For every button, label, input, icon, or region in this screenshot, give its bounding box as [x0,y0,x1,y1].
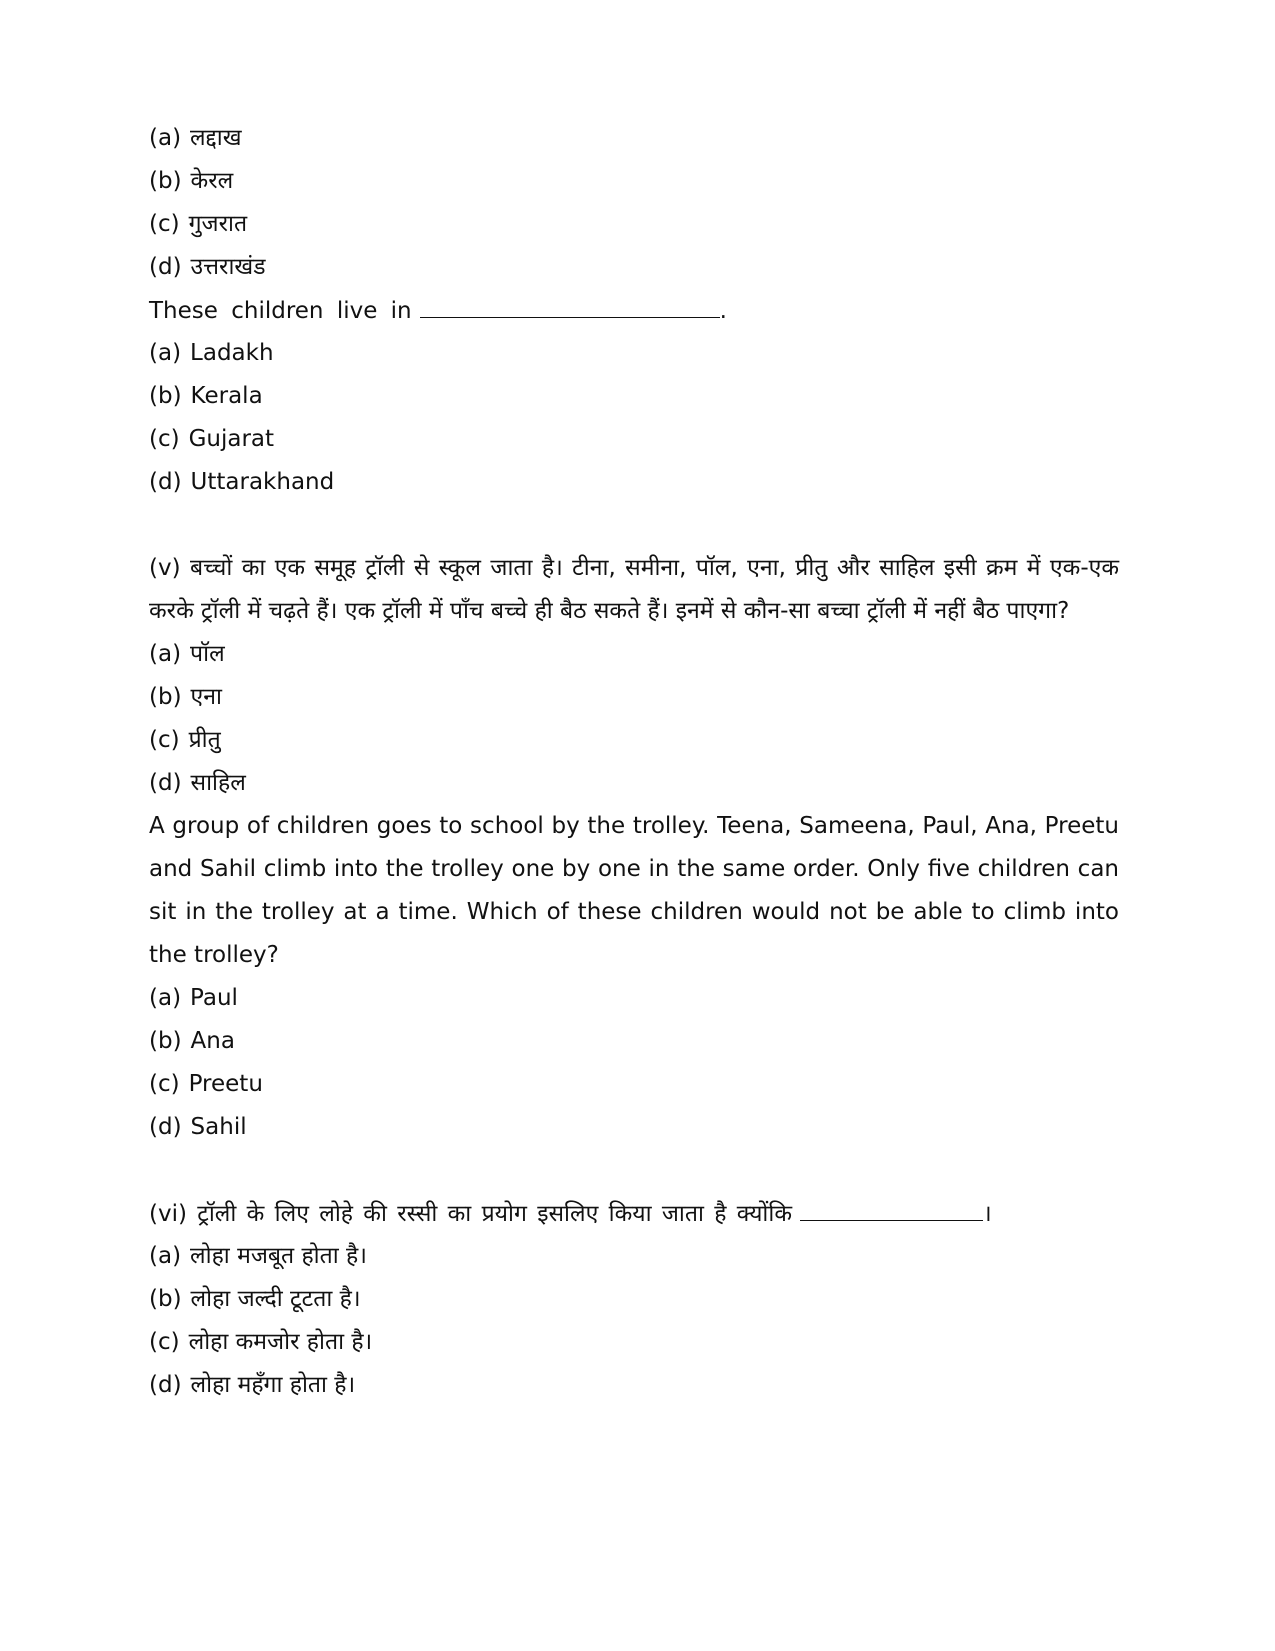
option-b-en [149,375,1119,418]
option-text: उत्तराखंड [190,254,266,280]
option-label: (b) [149,168,182,194]
option-text: केरल [190,168,234,194]
option-d-en [149,461,1119,504]
worksheet-page [149,117,1119,1407]
option-label: (d) [149,1114,182,1140]
option-label: (d) [149,254,182,280]
option-label: (a) [149,1243,182,1269]
option-text: Ana [190,1028,235,1054]
option-a-hi [149,117,1119,160]
option-label: (a) [149,340,182,366]
question-end: । [983,1201,992,1227]
option-label: (b) [149,383,182,409]
option-d-hi [149,246,1119,289]
option-a-en [149,977,1119,1020]
option-text: गुजरात [188,211,248,237]
answer-blank [800,1192,983,1221]
option-b-hi [149,676,1119,719]
question-6-hi [149,1192,1119,1235]
option-text: Preetu [188,1071,263,1097]
option-label: (c) [149,211,180,237]
question-text: (vi) ट्रॉली के लिए लोहे की रस्सी का प्रयोग इसलिए किया जाता है क्योंकि [149,1201,793,1227]
option-text: लद्दाख [190,125,242,151]
option-d-en [149,1106,1119,1149]
option-b-hi [149,1278,1119,1321]
option-a-hi [149,1235,1119,1278]
option-text: Paul [190,985,238,1011]
option-d-hi [149,1364,1119,1407]
option-label: (c) [149,1329,180,1355]
option-label: (d) [149,469,182,495]
option-label: (d) [149,1372,182,1398]
option-text: लोहा कमजोर होता है। [188,1329,373,1355]
question-5-hi: (v) बच्चों का एक समूह ट्रॉली से स्कूल जाता है। टीना, समीना, पॉल, एना, प्रीतु और साहिल इसी क्रम में एक-एक करके ट्रॉली में चढ़ते हैं। एक ट्रॉली में पाँच बच्चे ही बैठ सकते हैं। इनमें से कौन-सा बच्चा ट्रॉली में नहीं बैठ पाएगा? [149,555,1119,624]
option-label: (a) [149,125,182,151]
option-a-en [149,332,1119,375]
option-label: (a) [149,641,182,667]
option-text: Ladakh [190,340,274,366]
option-text: लोहा मजबूत होता है। [190,1243,367,1269]
option-b-en [149,1020,1119,1063]
option-c-hi [149,719,1119,762]
answer-blank [420,289,720,318]
spacer [149,1149,1119,1192]
option-text: Sahil [190,1114,247,1140]
option-c-hi [149,1321,1119,1364]
option-text: Uttarakhand [190,469,335,495]
option-label: (d) [149,770,182,796]
spacer [149,504,1119,547]
option-label: (b) [149,684,182,710]
option-text: लोहा महँगा होता है। [190,1372,356,1398]
question-text: These children live in [149,298,412,324]
option-label: (c) [149,1071,180,1097]
question-end: . [719,298,727,324]
option-label: (c) [149,426,180,452]
option-c-en [149,1063,1119,1106]
option-label: (c) [149,727,180,753]
option-c-hi [149,203,1119,246]
option-a-hi [149,633,1119,676]
option-text: लोहा जल्दी टूटता है। [190,1286,361,1312]
option-text: Kerala [190,383,263,409]
option-d-hi [149,762,1119,805]
question-4-en [149,289,1119,332]
option-text: साहिल [190,770,246,796]
option-b-hi [149,160,1119,203]
option-text: प्रीतु [188,727,221,753]
option-label: (a) [149,985,182,1011]
option-text: पॉल [190,641,225,667]
option-label: (b) [149,1286,182,1312]
option-text: Gujarat [188,426,275,452]
question-5-en: A group of children goes to school by the trolley. Teena, Sameena, Paul, Ana, Preetu and Sahil climb into the trolley one by one in the same order. Only five children can sit in the trolley at a time. Which of these children would not be able to climb into the trolley? [149,813,1119,968]
option-label: (b) [149,1028,182,1054]
option-c-en [149,418,1119,461]
option-text: एना [190,684,222,710]
